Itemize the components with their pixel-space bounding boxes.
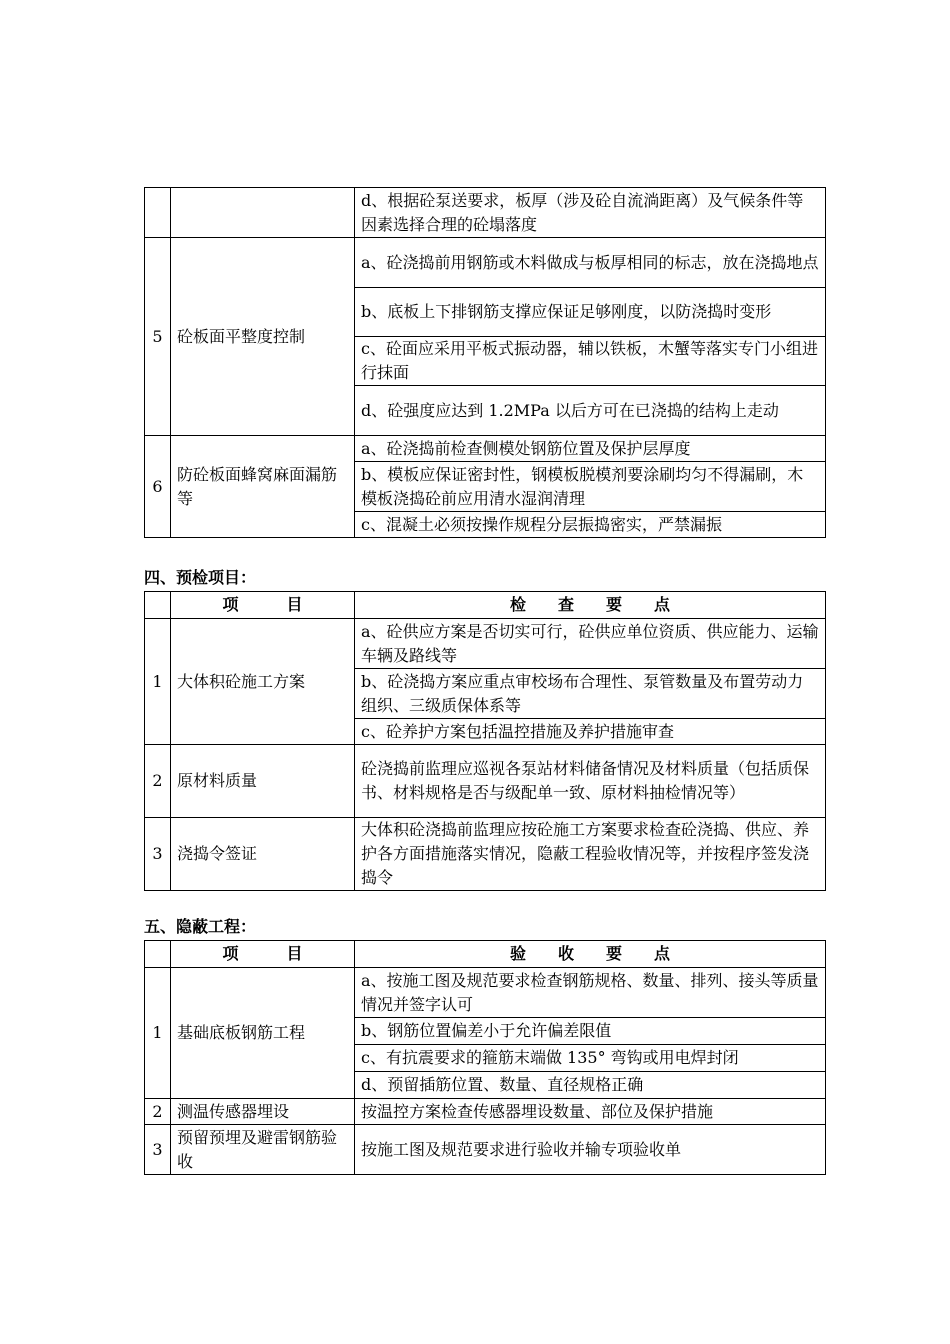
check-point: d、砼强度应达到 1.2MPa 以后方可在已浇捣的结构上走动 — [355, 386, 826, 436]
check-point: c、砼面应采用平板式振动器，辅以铁板，木蟹等落实专门小组进行抹面 — [355, 337, 826, 386]
header-check-points: 检 查 要 点 — [355, 592, 826, 619]
check-point: c、有抗震要求的箍筋末端做 135° 弯钩或用电焊封闭 — [355, 1045, 826, 1072]
check-point: b、模板应保证密封性，钢模板脱模剂要涂刷均匀不得漏刷，木模板浇捣砼前应用清水湿润清理 — [355, 462, 826, 512]
row-item: 大体积砼施工方案 — [171, 619, 355, 745]
row-number: 6 — [145, 436, 171, 538]
row-item: 原材料质量 — [171, 745, 355, 818]
row-number: 2 — [145, 1099, 171, 1125]
preinspection-table — [144, 591, 826, 891]
table-row — [145, 619, 826, 669]
section-title-preinspection: 四、预检项目： — [144, 568, 257, 587]
table-header-row — [145, 592, 826, 619]
row-number: 1 — [145, 968, 171, 1099]
row-item: 测温传感器埋设 — [171, 1099, 355, 1125]
table-row — [145, 1125, 826, 1175]
table-row — [145, 968, 826, 1018]
check-point: a、砼浇捣前用钢筋或木料做成与板厚相同的标志，放在浇捣地点 — [355, 238, 826, 288]
check-point: b、砼浇捣方案应重点审校场布合理性、泵管数量及布置劳动力组织、三级质保体系等 — [355, 669, 826, 719]
row-number — [145, 188, 171, 238]
row-number: 5 — [145, 238, 171, 436]
check-point: b、钢筋位置偏差小于允许偏差限值 — [355, 1018, 826, 1045]
check-point: b、底板上下排钢筋支撑应保证足够刚度，以防浇捣时变形 — [355, 288, 826, 337]
row-item — [171, 188, 355, 238]
check-point: c、砼养护方案包括温控措施及养护措施审查 — [355, 719, 826, 745]
row-number: 3 — [145, 1125, 171, 1175]
check-point: c、混凝土必须按操作规程分层振捣密实，严禁漏振 — [355, 512, 826, 538]
table-header-row — [145, 941, 826, 968]
row-item: 砼板面平整度控制 — [171, 238, 355, 436]
row-item: 预留预埋及避雷钢筋验收 — [171, 1125, 355, 1175]
row-number: 1 — [145, 619, 171, 745]
header-item: 项 目 — [171, 592, 355, 619]
check-point: 按温控方案检查传感器埋设数量、部位及保护措施 — [355, 1099, 826, 1125]
header-acceptance-points: 验 收 要 点 — [355, 941, 826, 968]
section-title-concealed-works: 五、隐蔽工程： — [144, 917, 257, 936]
check-point: a、按施工图及规范要求检查钢筋规格、数量、排列、接头等质量情况并签字认可 — [355, 968, 826, 1018]
header-item: 项 目 — [171, 941, 355, 968]
check-point: 大体积砼浇捣前监理应按砼施工方案要求检查砼浇捣、供应、养护各方面措施落实情况，隐蔽工程验收情况等，并按程序签发浇捣令 — [355, 818, 826, 891]
row-item: 基础底板钢筋工程 — [171, 968, 355, 1099]
check-point: a、砼供应方案是否切实可行，砼供应单位资质、供应能力、运输车辆及路线等 — [355, 619, 826, 669]
table-row — [145, 238, 826, 288]
row-item: 浇捣令签证 — [171, 818, 355, 891]
quality-control-table — [144, 187, 826, 538]
concealed-works-table — [144, 940, 826, 1175]
check-point: d、预留插筋位置、数量、直径规格正确 — [355, 1072, 826, 1099]
table-row — [145, 1099, 826, 1125]
table-row — [145, 436, 826, 462]
check-point: d、根据砼泵送要求，板厚（涉及砼自流淌距离）及气候条件等因素选择合理的砼塌落度 — [355, 188, 826, 238]
row-number: 2 — [145, 745, 171, 818]
header-number — [145, 592, 171, 619]
table-row — [145, 818, 826, 891]
table-row — [145, 745, 826, 818]
check-point: a、砼浇捣前检查侧模处钢筋位置及保护层厚度 — [355, 436, 826, 462]
header-number — [145, 941, 171, 968]
row-number: 3 — [145, 818, 171, 891]
row-item: 防砼板面蜂窝麻面漏筋等 — [171, 436, 355, 538]
table-row — [145, 188, 826, 238]
check-point: 砼浇捣前监理应巡视各泵站材料储备情况及材料质量（包括质保书、材料规格是否与级配单一致、原材料抽检情况等） — [355, 745, 826, 818]
check-point: 按施工图及规范要求进行验收并输专项验收单 — [355, 1125, 826, 1175]
